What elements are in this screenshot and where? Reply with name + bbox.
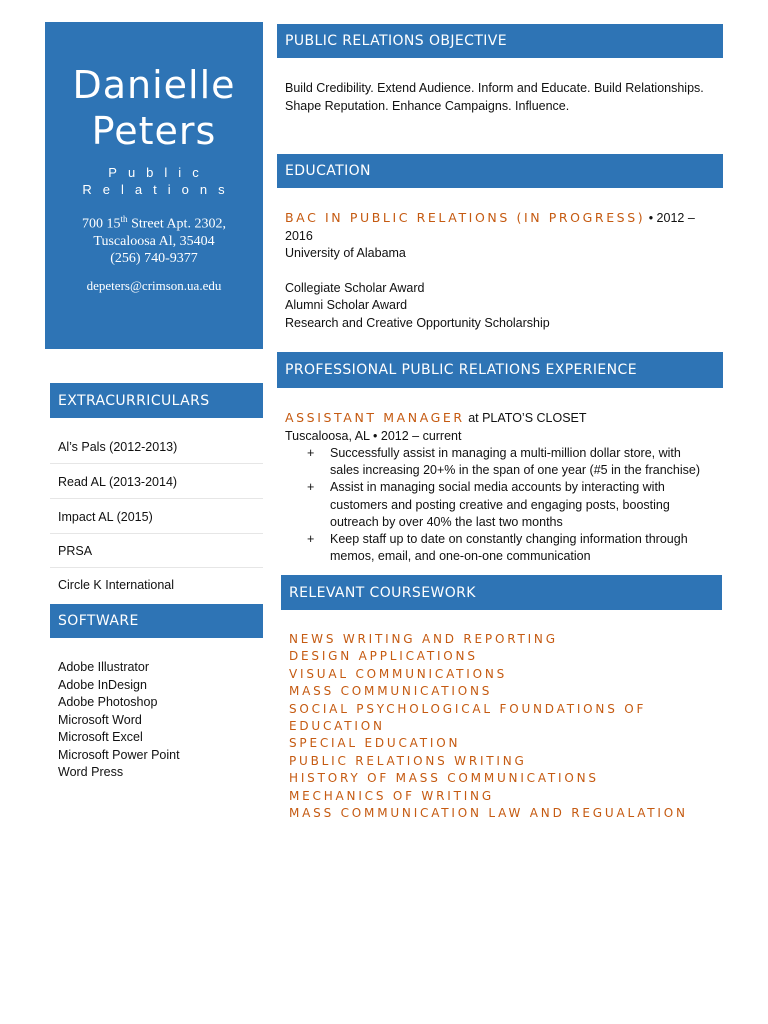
street-address — [45, 211, 263, 233]
education-heading: EDUCATION — [277, 154, 723, 188]
street-name: Street Apt. 2302, — [127, 216, 226, 232]
course-item: HISTORY OF MASS COMMUNICATIONS — [289, 771, 599, 786]
street-suffix: th — [120, 214, 128, 224]
job-bullet — [285, 531, 725, 565]
bullet-line: + Successfully assist in managing a multi-million dollar store, with — [330, 446, 681, 460]
experience-heading: PROFESSIONAL PUBLIC RELATIONS EXPERIENCE — [277, 352, 723, 388]
city-line: Tuscaloosa Al, 35404 — [93, 233, 215, 249]
job-role: ASSISTANT MANAGER — [285, 410, 465, 425]
objective-line: Build Credibility. Extend Audience. Inform and Educate. Build Relationships. — [285, 81, 704, 95]
job-line — [285, 409, 725, 428]
bullet-line: memos, email, and one-on-one communication — [330, 549, 591, 564]
course-item: MECHANICS OF WRITING — [289, 788, 494, 803]
divider — [50, 567, 263, 568]
extracurriculars-heading: EXTRACURRICULARS — [50, 383, 263, 418]
job-title-line2: Relations — [82, 182, 236, 197]
course-item: MASS COMMUNICATIONS — [289, 684, 493, 699]
course-item: DESIGN APPLICATIONS — [289, 649, 478, 664]
job-bullets — [285, 445, 725, 565]
divider — [50, 498, 263, 499]
software-item: Word Press — [58, 765, 124, 779]
school-name: University of Alabama — [285, 246, 406, 260]
course-item: EDUCATION — [289, 719, 385, 734]
objective-text — [285, 80, 725, 115]
objective-heading: PUBLIC RELATIONS OBJECTIVE — [277, 24, 723, 58]
software-item: Microsoft Word — [58, 712, 142, 727]
degree-years-end: 2016 — [285, 228, 313, 243]
extracurricular-item: Circle K International — [58, 578, 175, 592]
extracurricular-item: PRSA — [58, 544, 93, 558]
job-bullet — [285, 445, 725, 479]
software-list — [58, 659, 258, 782]
last-name: Peters — [91, 109, 217, 153]
bullet-line: + Keep staff up to date on constantly changing information through — [330, 532, 688, 547]
degree-title: BAC IN PUBLIC RELATIONS (IN PROGRESS) — [285, 210, 646, 225]
extracurricular-item: Impact AL (2015) — [58, 510, 153, 524]
job-title-line1: Public — [108, 165, 210, 180]
award-item: Research and Creative Opportunity Scholarship — [285, 315, 550, 330]
email-address: depeters@crimson.ua.edu — [86, 277, 222, 293]
job-title — [45, 164, 263, 198]
candidate-name — [45, 62, 263, 154]
education-section — [285, 209, 705, 332]
first-name: Danielle — [72, 63, 236, 107]
identity-card — [45, 22, 263, 349]
software-item: Microsoft Excel — [58, 730, 143, 744]
street-number: 700 15 — [82, 216, 121, 232]
coursework-heading: RELEVANT COURSEWORK — [281, 575, 722, 610]
bullet-line: sales increasing 20+% in the span of one year (#5 in the franchise) — [330, 463, 701, 478]
software-item: Adobe Photoshop — [58, 695, 158, 709]
course-item: MASS COMMUNICATION LAW AND REGUALATION — [289, 806, 688, 821]
award-item: Collegiate Scholar Award — [285, 280, 425, 295]
extracurricular-item: Read AL (2013-2014) — [58, 475, 178, 489]
bullet-line: outreach by over 40% the last two months — [330, 514, 563, 529]
course-item: PUBLIC RELATIONS WRITING — [289, 753, 527, 768]
degree-years: • 2012 – — [645, 211, 695, 225]
software-item: Adobe InDesign — [58, 677, 147, 692]
course-item: NEWS WRITING AND REPORTING — [289, 632, 558, 646]
objective-line: Shape Reputation. Enhance Campaigns. Influence. — [285, 98, 570, 113]
job-location: Tuscaloosa, AL • 2012 – current — [285, 428, 462, 443]
degree-line — [285, 209, 705, 228]
course-item: VISUAL COMMUNICATIONS — [289, 666, 508, 681]
software-heading: SOFTWARE — [50, 604, 263, 638]
award-item: Alumni Scholar Award — [285, 298, 408, 312]
software-item: Adobe Illustrator — [58, 660, 150, 674]
experience-section — [285, 409, 725, 565]
divider — [50, 463, 263, 464]
coursework-list — [289, 631, 719, 822]
software-item: Microsoft Power Point — [58, 747, 180, 762]
bullet-line: customers and posting creative and engaging posts, boosting — [330, 497, 670, 512]
job-bullet — [285, 479, 725, 531]
extracurricular-item: Al’s Pals (2012-2013) — [58, 440, 178, 454]
course-item: SPECIAL EDUCATION — [289, 736, 461, 751]
phone-number: (256) 740-9377 — [110, 250, 198, 266]
job-employer: at PLATO’S CLOSET — [464, 411, 587, 425]
course-item: SOCIAL PSYCHOLOGICAL FOUNDATIONS OF — [289, 701, 647, 716]
contact-address — [45, 211, 263, 267]
bullet-line: + Assist in managing social media accounts by interacting with — [330, 480, 665, 495]
divider — [50, 533, 263, 534]
